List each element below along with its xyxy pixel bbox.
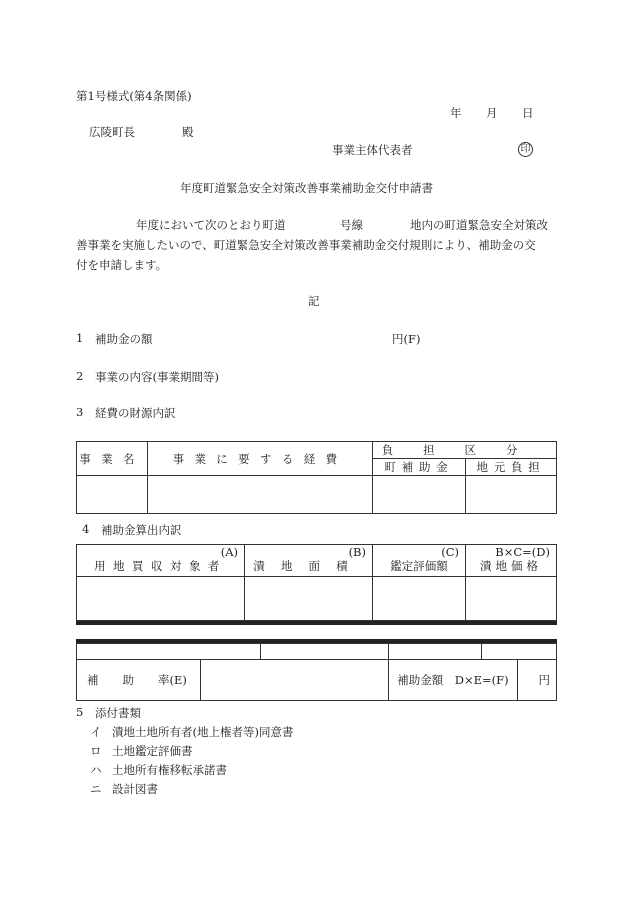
form-number: 第1号様式(第4条関係) (76, 89, 192, 103)
item5-number: 5 (76, 705, 84, 719)
attachment-item: 設計図書 (112, 782, 158, 796)
date-year: 年 (450, 106, 462, 120)
seal-mark (518, 141, 533, 157)
attachment-mark: イ (90, 725, 102, 739)
item1-number: 1 (76, 331, 84, 345)
date-month: 月 (486, 106, 498, 120)
calc-table (76, 544, 557, 621)
table-cell (482, 644, 557, 660)
subsidy-amount-label: 補助金額 D×E=(F) (389, 660, 518, 700)
body-text-3: 付を申請します。 (76, 258, 168, 272)
item4-label: 補助金算出内訳 (101, 523, 182, 537)
table-cell (245, 577, 373, 621)
item2-number: 2 (76, 369, 84, 383)
attachment-mark: ロ (90, 744, 102, 758)
th-area: (B) 潰地面積 (245, 545, 373, 577)
body-text-1b: 号線 (340, 218, 363, 232)
rate-value (201, 660, 389, 701)
subsidy-amount-cell (389, 660, 557, 701)
th-local-burden: 地元負担 (466, 459, 557, 476)
table-cell (466, 577, 557, 621)
table-cell (261, 644, 389, 660)
attachment-item: 土地所有権移転承諾書 (112, 763, 227, 777)
ki-heading: 記 (308, 294, 320, 308)
attachment-mark: ニ (90, 782, 102, 796)
table-cell (389, 644, 482, 660)
item3-label: 経費の財源内訳 (95, 406, 176, 420)
addressee: 広陵町長 (89, 125, 135, 139)
th-land-price: B×C=(D) 潰地価格 (466, 545, 557, 577)
yen-unit: 円 (538, 673, 550, 687)
document-title: 年度町道緊急安全対策改善事業補助金交付申請書 (180, 181, 433, 195)
body-text-1a: 年度において次のとおり町道 (136, 218, 286, 232)
table-cell (373, 476, 466, 514)
th-appraisal: (C) 鑑定評価額 (373, 545, 466, 577)
attachment-item: 土地鑑定評価書 (112, 744, 193, 758)
attachment-item: 潰地土地所有者(地上権者等)同意書 (112, 725, 294, 739)
table-cell (77, 577, 245, 621)
th-project-name: 事業名 (77, 442, 148, 476)
table-cell (148, 476, 373, 514)
table-cell (77, 644, 261, 660)
th-project-cost: 事業に要する経費 (148, 442, 373, 476)
item3-number: 3 (76, 405, 84, 419)
table-cell (77, 476, 148, 514)
item1-label: 補助金の額 (95, 332, 153, 346)
date-day: 日 (522, 106, 534, 120)
body-text-1c: 地内の町道緊急安全対策改 (410, 218, 548, 232)
separator-rule-top (76, 621, 557, 625)
table-cell (466, 476, 557, 514)
item4-number: 4 (82, 522, 90, 536)
body-text-2: 善事業を実施したいので、町道緊急安全対策改善事業補助金交付規則により、補助金の交 (76, 238, 536, 252)
item5-label: 添付書類 (95, 706, 141, 720)
item2-label: 事業の内容(事業期間等) (95, 370, 219, 384)
th-purchase-target: (A) 用地買収対象者 (77, 545, 245, 577)
rate-label: 補 助 率(E) (77, 660, 201, 701)
rate-table (76, 643, 557, 701)
th-town-subsidy: 町補助金 (373, 459, 466, 476)
item1-unit: 円(F) (392, 332, 421, 346)
applicant-label: 事業主体代表者 (332, 143, 413, 157)
honorific: 殿 (182, 125, 194, 139)
seal-icon: 印 (518, 142, 533, 157)
funding-table (76, 441, 557, 514)
table-cell (373, 577, 466, 621)
attachment-mark: ハ (90, 763, 102, 777)
th-burden: 負担区分 (373, 442, 557, 459)
